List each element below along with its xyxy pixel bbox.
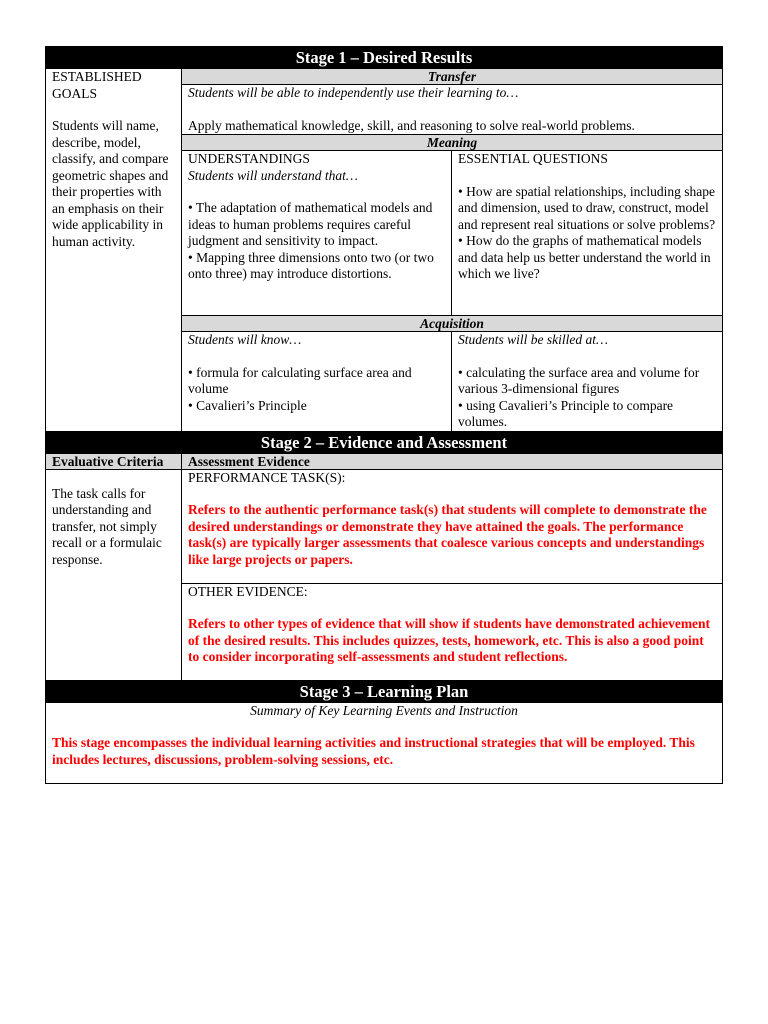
goals-text: Students will name, describe, model, classify, and compare geometric shapes and their properties with an emphasis on their wide applicability in human activity. (52, 118, 169, 249)
established-goals-label-2: GOALS (52, 85, 98, 101)
performance-task-cell (182, 469, 723, 583)
understandings-prompt: Students will understand that… (188, 167, 358, 183)
transfer-prompt: Students will be able to independently use their learning to… (188, 85, 519, 100)
essential-questions-label: ESSENTIAL QUESTIONS (458, 151, 608, 166)
understandings-item: • Mapping three dimensions onto two (or two onto three) may introduce distortions. (188, 249, 434, 281)
essential-questions-cell (452, 151, 723, 316)
stage3-header: Stage 3 – Learning Plan (46, 680, 723, 702)
performance-task-text: Refers to the authentic performance task(s) that students will complete to demonstrate the desired understandings or demonstrate they have attained the goals. The performance task(s) are typically larger assessments that coalesce various concepts and understandings like large projects or papers. (188, 502, 707, 567)
essential-question-item: • How do the graphs of mathematical models and data help us better understand the world in which we live? (458, 233, 711, 281)
transfer-cell (182, 85, 723, 135)
other-evidence-label: OTHER EVIDENCE: (188, 583, 308, 599)
meaning-header: Meaning (182, 135, 723, 151)
students-skilled-cell (452, 332, 723, 432)
know-item: • formula for calculating surface area and volume (188, 364, 412, 396)
understandings-label: UNDERSTANDINGS (188, 151, 310, 166)
learning-plan-summary-label: Summary of Key Learning Events and Instruction (250, 702, 518, 718)
essential-question-item: • How are spatial relationships, including shape and dimension, used to draw, construct, model and represent real situations or solve problems? (458, 183, 716, 232)
established-goals-cell (46, 69, 182, 432)
transfer-text: Apply mathematical knowledge, skill, and reasoning to solve real-world problems. (188, 117, 635, 133)
other-evidence-text: Refers to other types of evidence that will show if students have demonstrated achievement of the desired results. This includes quizzes, tests, homework, etc. This is also a good point to consider incorporating self-assessments and student reflections. (188, 616, 711, 664)
acquisition-header: Acquisition (182, 316, 723, 332)
understandings-cell (182, 151, 452, 316)
skilled-prompt: Students will be skilled at… (458, 332, 608, 347)
performance-task-label: PERFORMANCE TASK(S): (188, 469, 346, 485)
students-know-cell (182, 332, 452, 432)
know-item: • Cavalieri’s Principle (188, 397, 307, 413)
transfer-header: Transfer (182, 69, 723, 85)
ubd-table (45, 46, 723, 784)
ubd-template-document (45, 46, 722, 784)
learning-plan-text: This stage encompasses the individual learning activities and instructional strategies that will be employed. This includes lectures, discussions, problem-solving sessions, etc. (52, 735, 695, 767)
understandings-item: • The adaptation of mathematical models and ideas to human problems requires careful judgment and sensitivity to impact. (188, 200, 433, 248)
assessment-evidence-label: Assessment Evidence (182, 453, 723, 469)
skilled-item: • calculating the surface area and volume for various 3-dimensional figures (458, 364, 700, 396)
stage2-header: Stage 2 – Evidence and Assessment (46, 431, 723, 453)
evaluative-criteria-label: Evaluative Criteria (46, 453, 182, 469)
learning-plan-cell (46, 702, 723, 783)
stage1-header: Stage 1 – Desired Results (46, 47, 723, 69)
skilled-item: • using Cavalieri’s Principle to compare volumes. (458, 397, 674, 429)
criteria-cell (46, 469, 182, 680)
criteria-text: The task calls for understanding and transfer, not simply recall or a formulaic response. (52, 485, 162, 567)
established-goals-label-1: ESTABLISHED (52, 69, 142, 84)
other-evidence-cell (182, 583, 723, 680)
know-prompt: Students will know… (188, 332, 302, 347)
